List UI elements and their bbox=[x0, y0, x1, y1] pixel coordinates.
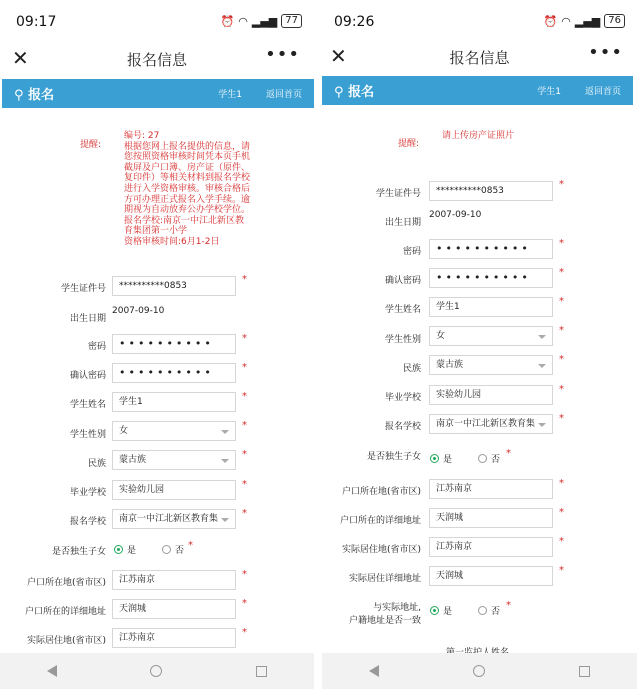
gender-label: 学生性别 bbox=[69, 430, 106, 440]
hukou-address-label: 户口所在的详细地址 bbox=[339, 516, 421, 526]
close-icon[interactable]: ✕ bbox=[12, 46, 29, 70]
student-name-input[interactable]: 学生1 bbox=[112, 392, 236, 412]
home-icon[interactable] bbox=[473, 665, 485, 677]
required-mark: * bbox=[242, 420, 247, 431]
graduation-school-input[interactable]: 实验幼儿园 bbox=[429, 385, 553, 405]
hukou-address-label: 户口所在的详细地址 bbox=[24, 607, 106, 617]
back-icon[interactable] bbox=[47, 665, 57, 677]
alarm-icon: ⏰ bbox=[543, 14, 558, 28]
ethnic-label: 民族 bbox=[402, 364, 421, 374]
nav-bar bbox=[2, 79, 314, 108]
only-child-no-radio[interactable] bbox=[478, 454, 487, 463]
required-mark: * bbox=[559, 507, 564, 518]
required-mark: * bbox=[559, 238, 564, 249]
status-bar bbox=[0, 0, 314, 40]
required-mark: * bbox=[242, 598, 247, 609]
right-phone bbox=[322, 0, 637, 689]
notice-label: 提醒: bbox=[80, 140, 102, 150]
status-icons bbox=[221, 14, 302, 28]
search-icon: ⚲ bbox=[14, 88, 24, 103]
required-mark: * bbox=[559, 565, 564, 576]
battery-icon: 76 bbox=[604, 14, 625, 28]
required-mark: * bbox=[559, 413, 564, 424]
ethnic-label: 民族 bbox=[87, 459, 106, 469]
residence-address-input[interactable]: 天润城 bbox=[429, 566, 553, 586]
only-child-yes-label: 是 bbox=[127, 546, 137, 556]
more-icon[interactable]: ••• bbox=[588, 42, 623, 63]
residence-region-label: 实际居住地(省市区) bbox=[26, 636, 106, 646]
search-link[interactable] bbox=[334, 81, 374, 100]
required-mark: * bbox=[242, 333, 247, 344]
notice-line: 根据您网上报名提供的信息，请您按照资格审核时间凭本页手机截屏及户口簿、房产证（原件、复印件）等相关材料到报名学校进行入学资格审核。审核合格后方可办理正式报名入学手续。逾期视为自动放弃公办学校学位。报名学校:南京一中江北新区教育集团第一小学 bbox=[124, 141, 251, 237]
hukou-region-input[interactable]: 江苏南京 bbox=[429, 479, 553, 499]
student-name-label: 学生姓名 bbox=[384, 305, 421, 315]
search-label: 报名 bbox=[28, 88, 55, 103]
title-bar bbox=[322, 40, 637, 78]
left-phone bbox=[0, 0, 314, 689]
required-mark: * bbox=[559, 536, 564, 547]
required-mark: * bbox=[559, 179, 564, 190]
signal-icon: ▂▄▆ bbox=[251, 14, 278, 28]
status-time: 09:26 bbox=[334, 14, 375, 30]
home-icon[interactable] bbox=[150, 665, 162, 677]
search-icon: ⚲ bbox=[334, 85, 344, 100]
required-mark: * bbox=[506, 448, 511, 459]
required-mark: * bbox=[242, 391, 247, 402]
user-link[interactable]: 学生1 bbox=[537, 87, 561, 97]
notice-label: 提醒: bbox=[398, 139, 420, 149]
gender-select[interactable]: 女 bbox=[429, 326, 553, 346]
gender-select[interactable]: 女 bbox=[112, 421, 236, 441]
address-consistent-no-radio[interactable] bbox=[478, 606, 487, 615]
required-mark: * bbox=[242, 508, 247, 519]
required-mark: * bbox=[242, 569, 247, 580]
student-name-label: 学生姓名 bbox=[69, 400, 106, 410]
required-mark: * bbox=[559, 384, 564, 395]
status-icons bbox=[544, 14, 625, 28]
apply-school-select[interactable]: 南京一中江北新区教育集 bbox=[112, 509, 236, 529]
title-bar bbox=[0, 40, 314, 78]
address-consistent-label-2: 户籍地址是否一致 bbox=[348, 616, 421, 626]
required-mark: * bbox=[242, 479, 247, 490]
required-mark: * bbox=[559, 325, 564, 336]
address-consistent-yes-radio[interactable] bbox=[430, 606, 439, 615]
hukou-region-label: 户口所在地(省市区) bbox=[26, 578, 106, 588]
only-child-no-label: 否 bbox=[491, 455, 501, 465]
residence-address-label: 实际居住详细地址 bbox=[348, 574, 421, 584]
address-consistent-label-1: 与实际地址, bbox=[373, 603, 421, 613]
apply-school-label: 报名学校 bbox=[69, 517, 106, 527]
search-link[interactable] bbox=[14, 84, 54, 103]
recents-icon[interactable] bbox=[579, 666, 590, 677]
only-child-yes-radio[interactable] bbox=[114, 545, 123, 554]
birth-value: 2007-09-10 bbox=[429, 210, 482, 220]
address-consistent-yes-label: 是 bbox=[443, 607, 453, 617]
only-child-label: 是否独生子女 bbox=[366, 452, 421, 462]
apply-school-label: 报名学校 bbox=[384, 422, 421, 432]
password-label: 密码 bbox=[402, 247, 421, 257]
student-name-input[interactable]: 学生1 bbox=[429, 297, 553, 317]
hukou-address-input[interactable]: 天润城 bbox=[112, 599, 236, 619]
apply-school-select[interactable]: 南京一中江北新区教育集 bbox=[429, 414, 553, 434]
ethnic-select[interactable]: 蒙古族 bbox=[429, 355, 553, 375]
password-label: 密码 bbox=[87, 342, 106, 352]
hukou-region-input[interactable]: 江苏南京 bbox=[112, 570, 236, 590]
nav-bar bbox=[322, 76, 633, 105]
required-mark: * bbox=[559, 478, 564, 489]
id-input[interactable]: **********0853 bbox=[429, 181, 553, 201]
user-link[interactable]: 学生1 bbox=[218, 90, 242, 100]
required-mark: * bbox=[242, 627, 247, 638]
status-time: 09:17 bbox=[16, 14, 57, 30]
birth-value: 2007-09-10 bbox=[112, 306, 165, 316]
id-input[interactable]: **********0853 bbox=[112, 276, 236, 296]
id-label: 学生证件号 bbox=[375, 189, 421, 199]
required-mark: * bbox=[559, 296, 564, 307]
page-title: 报名信息 bbox=[126, 51, 187, 69]
home-link[interactable]: 返回首页 bbox=[265, 90, 302, 100]
wifi-icon: ◠ bbox=[238, 14, 248, 28]
hukou-region-label: 户口所在地(省市区) bbox=[341, 487, 421, 497]
graduation-school-label: 毕业学校 bbox=[384, 393, 421, 403]
required-mark: * bbox=[188, 540, 193, 551]
birth-label: 出生日期 bbox=[69, 314, 106, 324]
id-label: 学生证件号 bbox=[60, 284, 106, 294]
notice-line: 资格审核时间:6月1-2日 bbox=[124, 236, 220, 247]
residence-region-input[interactable]: 江苏南京 bbox=[429, 537, 553, 557]
required-mark: * bbox=[242, 274, 247, 285]
only-child-no-radio[interactable] bbox=[162, 545, 171, 554]
close-icon[interactable]: ✕ bbox=[330, 44, 347, 68]
confirm-password-label: 确认密码 bbox=[69, 371, 106, 381]
address-consistent-radio-group bbox=[430, 604, 500, 617]
notice-text: 请上传房产证照片 bbox=[442, 131, 515, 141]
only-child-no-label: 否 bbox=[175, 546, 185, 556]
required-mark: * bbox=[559, 354, 564, 365]
wifi-icon: ◠ bbox=[561, 14, 571, 28]
system-nav-bar bbox=[322, 653, 637, 689]
required-mark: * bbox=[506, 600, 511, 611]
home-link[interactable]: 返回首页 bbox=[584, 87, 621, 97]
gender-label: 学生性别 bbox=[384, 335, 421, 345]
only-child-yes-radio[interactable] bbox=[430, 454, 439, 463]
confirm-password-input[interactable]: •••••••••• bbox=[112, 363, 236, 383]
required-mark: * bbox=[559, 267, 564, 278]
back-icon[interactable] bbox=[369, 665, 379, 677]
graduation-school-label: 毕业学校 bbox=[69, 488, 106, 498]
residence-region-input[interactable]: 江苏南京 bbox=[112, 628, 236, 648]
password-input[interactable]: •••••••••• bbox=[429, 239, 553, 259]
confirm-password-label: 确认密码 bbox=[384, 276, 421, 286]
graduation-school-input[interactable]: 实验幼儿园 bbox=[112, 480, 236, 500]
system-nav-bar bbox=[0, 653, 314, 689]
ethnic-select[interactable]: 蒙古族 bbox=[112, 450, 236, 470]
confirm-password-input[interactable]: •••••••••• bbox=[429, 268, 553, 288]
only-child-radio-group bbox=[430, 452, 500, 465]
search-label: 报名 bbox=[348, 85, 375, 100]
notice-line: 编号: 27 bbox=[124, 131, 160, 141]
notice-text bbox=[124, 131, 252, 248]
password-input[interactable]: •••••••••• bbox=[112, 334, 236, 354]
recents-icon[interactable] bbox=[256, 666, 267, 677]
residence-region-label: 实际居住地(省市区) bbox=[341, 545, 421, 555]
status-bar bbox=[322, 0, 637, 40]
only-child-yes-label: 是 bbox=[443, 455, 453, 465]
only-child-label: 是否独生子女 bbox=[51, 547, 106, 557]
more-icon[interactable]: ••• bbox=[265, 44, 300, 65]
hukou-address-input[interactable]: 天润城 bbox=[429, 508, 553, 528]
required-mark: * bbox=[242, 449, 247, 460]
page-title: 报名信息 bbox=[449, 49, 510, 67]
alarm-icon: ⏰ bbox=[220, 14, 235, 28]
birth-label: 出生日期 bbox=[384, 218, 421, 228]
address-consistent-no-label: 否 bbox=[491, 607, 501, 617]
signal-icon: ▂▄▆ bbox=[574, 14, 601, 28]
required-mark: * bbox=[242, 362, 247, 373]
battery-icon: 77 bbox=[281, 14, 302, 28]
only-child-radio-group bbox=[114, 543, 184, 556]
